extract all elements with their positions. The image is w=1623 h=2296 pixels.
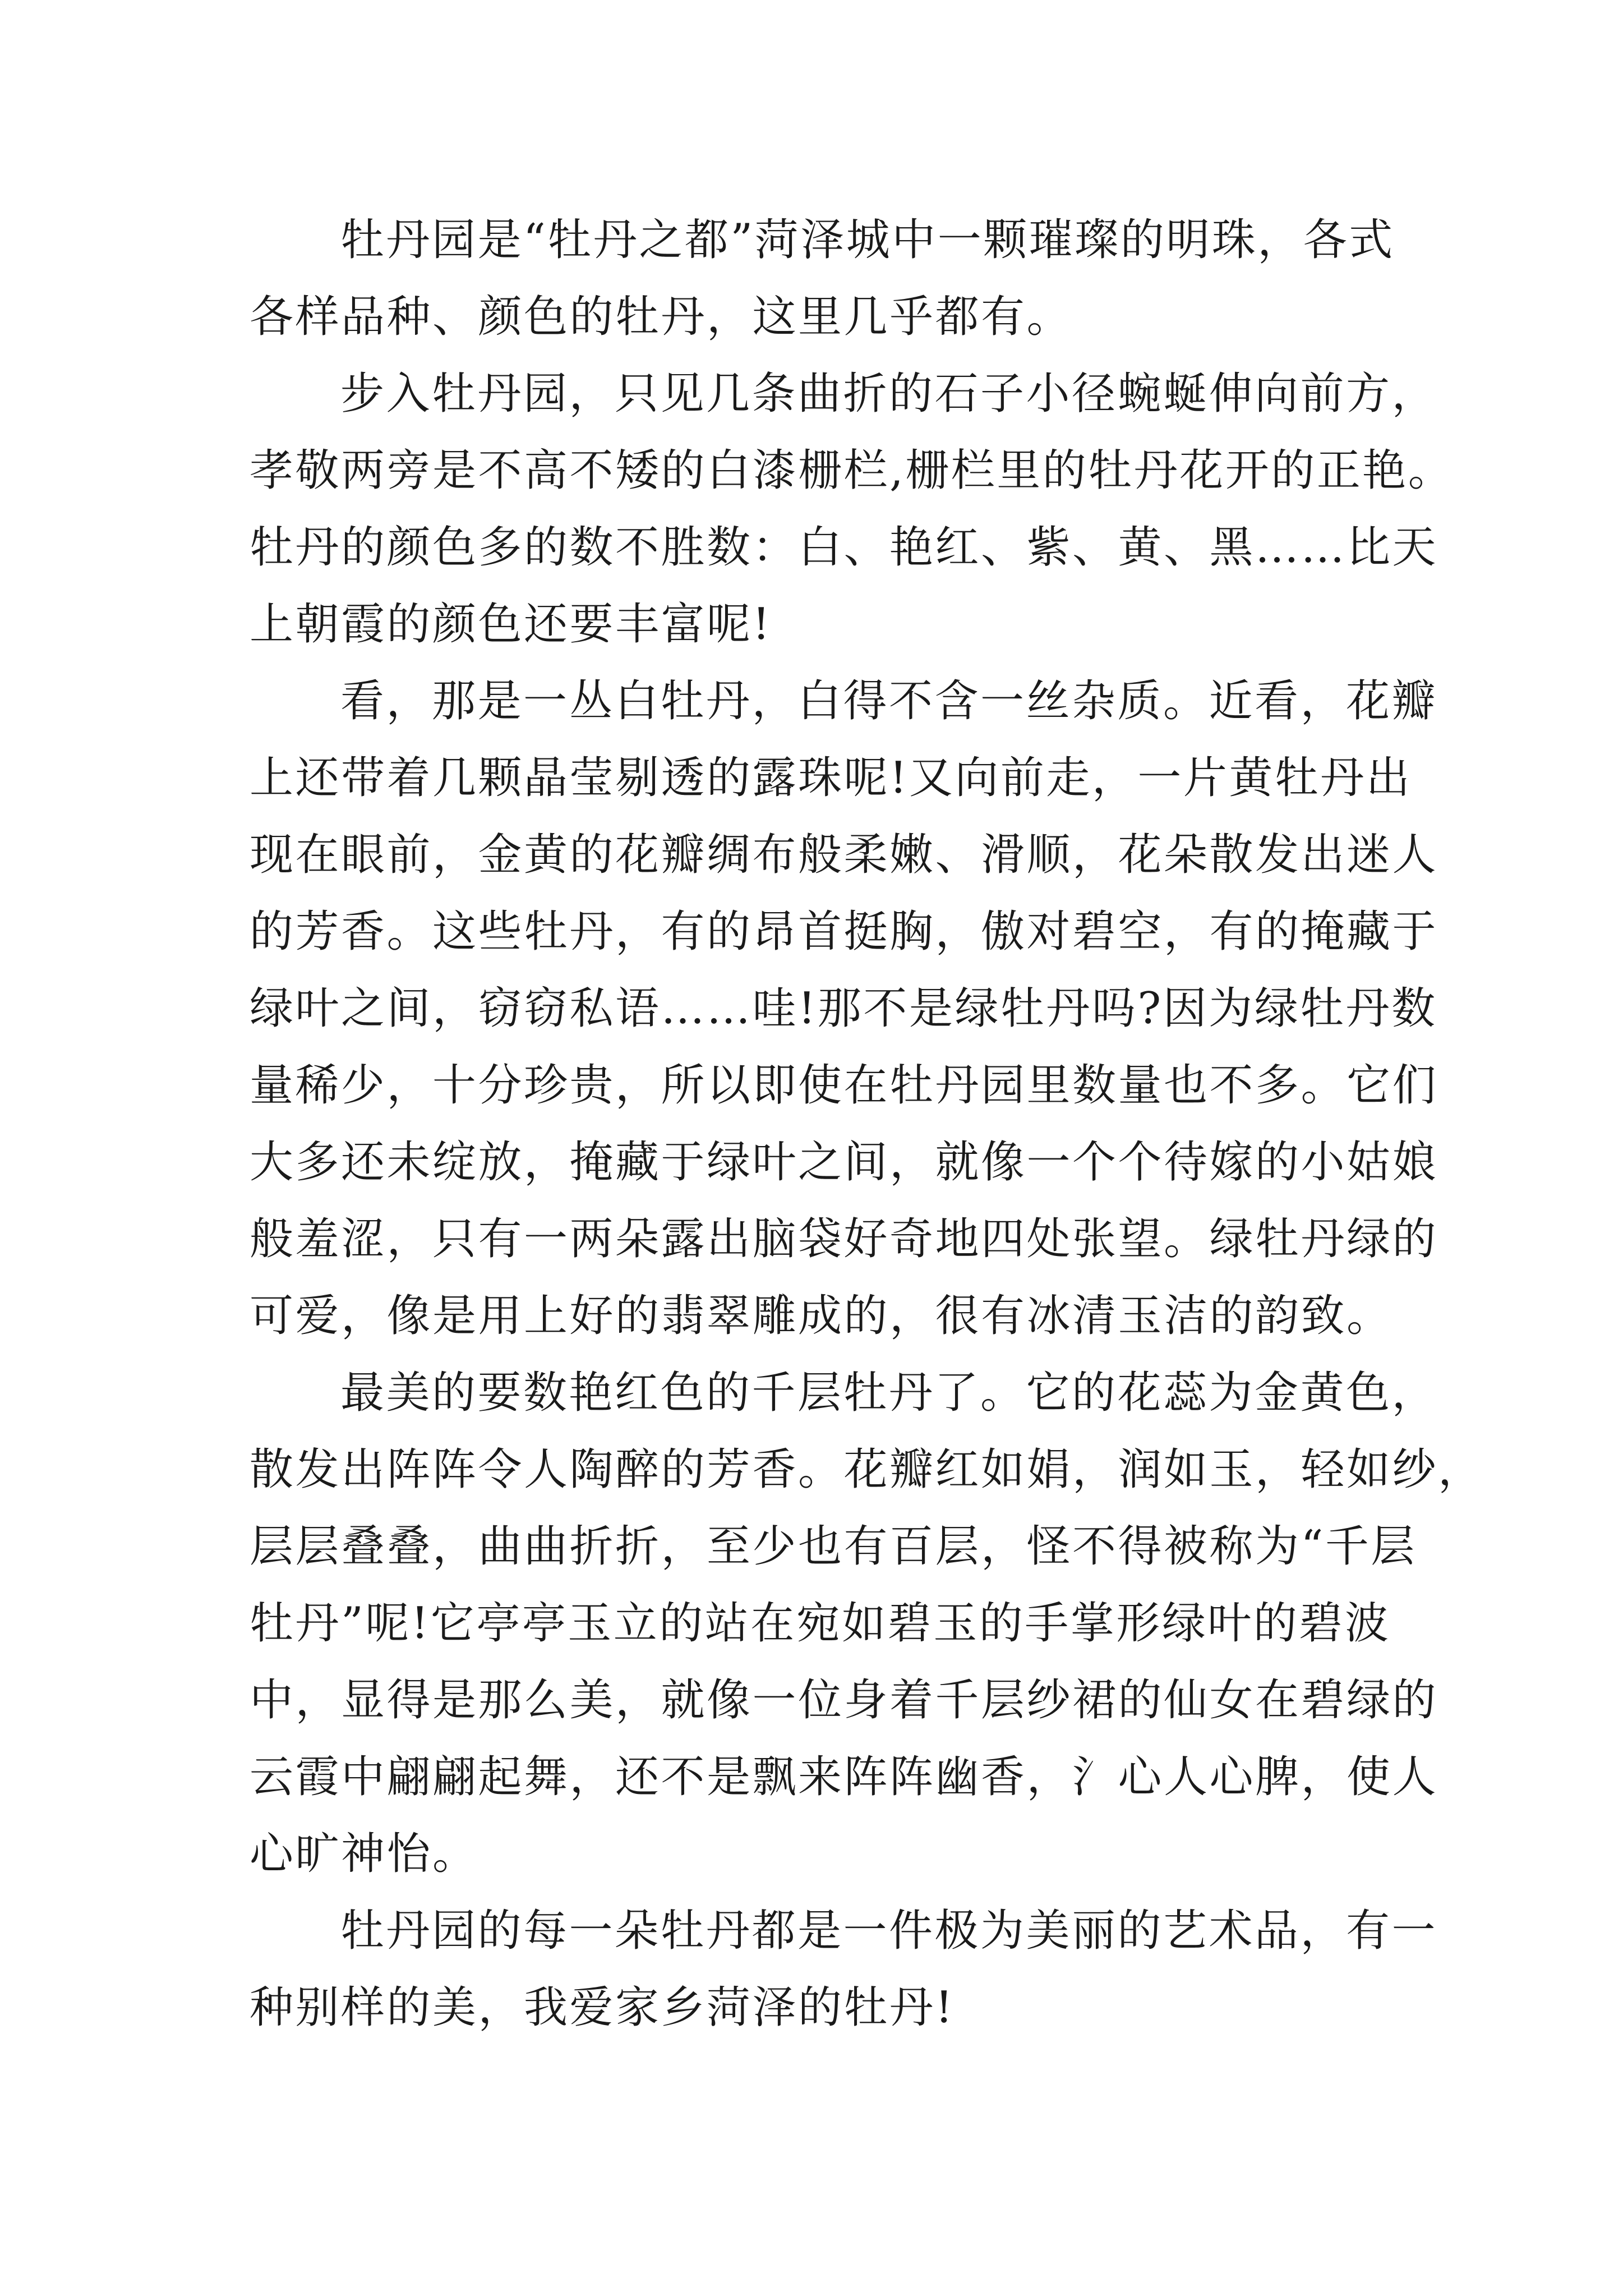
text-line: 可爱，像是用上好的翡翠雕成的，很有冰清玉洁的韵致。: [250, 1291, 1393, 1341]
text-line: 中，显得是那么美，就像一位身着千层纱裙的仙女在碧绿的: [250, 1675, 1438, 1726]
text-line: 牡丹的颜色多的数不胜数：白、艳红、紫、黄、黑……比天: [250, 522, 1438, 573]
text-line: 层层叠叠，曲曲折折，至少也有百层，怪不得被称为“千层: [250, 1521, 1417, 1572]
text-line: 牡丹园的每一朵牡丹都是一件极为美丽的艺术品，有一: [340, 1906, 1438, 1956]
text-line: 上朝霞的颜色还要丰富呢!: [250, 599, 772, 650]
text-line: 般羞涩，只有一两朵露出脑袋好奇地四处张望。绿牡丹绿的: [250, 1214, 1438, 1264]
text-line: 心旷神怡。: [250, 1829, 478, 1879]
text-line: 孝敬两旁是不高不矮的白漆栅栏,栅栏里的牡丹花开的正艳。: [250, 445, 1454, 496]
text-line: 牡丹”呢!它亭亭玉立的站在宛如碧玉的手掌形绿叶的碧波: [250, 1598, 1391, 1649]
text-line: 步入牡丹园，只见几条曲折的石子小径蜿蜒伸向前方，: [340, 369, 1438, 419]
text-line: 各样品种、颜色的牡丹，这里几乎都有。: [250, 292, 1073, 342]
text-line: 看，那是一丛白牡丹，白得不含一丝杂质。近看，花瓣: [340, 676, 1438, 726]
text-line: 牡丹园是“牡丹之都”菏泽城中一颗璀璨的明珠，各式: [340, 215, 1395, 265]
text-line: 大多还未绽放，掩藏于绿叶之间，就像一个个待嫁的小姑娘: [250, 1137, 1438, 1188]
text-line: 最美的要数艳红色的千层牡丹了。它的花蕊为金黄色，: [340, 1368, 1438, 1418]
text-line: 量稀少，十分珍贵，所以即使在牡丹园里数量也不多。它们: [250, 1060, 1438, 1111]
text-line: 现在眼前，金黄的花瓣绸布般柔嫩、滑顺，花朵散发出迷人: [250, 830, 1438, 880]
text-line: 上还带着几颗晶莹剔透的露珠呢!又向前走，一片黄牡丹出: [250, 753, 1412, 803]
text-line: 散发出阵阵令人陶醉的芳香。花瓣红如娟，润如玉，轻如纱，: [250, 1444, 1484, 1495]
text-line: 种别样的美，我爱家乡菏泽的牡丹!: [250, 1982, 955, 2033]
text-line: 云霞中翩翩起舞，还不是飘来阵阵幽香，氵心人心脾，使人: [250, 1752, 1438, 1802]
text-line: 绿叶之间，窃窃私语……哇!那不是绿牡丹吗?因为绿牡丹数: [250, 983, 1437, 1034]
text-line: 的芳香。这些牡丹，有的昂首挺胸，傲对碧空，有的掩藏于: [250, 907, 1438, 957]
essay-body: [250, 202, 1484, 2046]
